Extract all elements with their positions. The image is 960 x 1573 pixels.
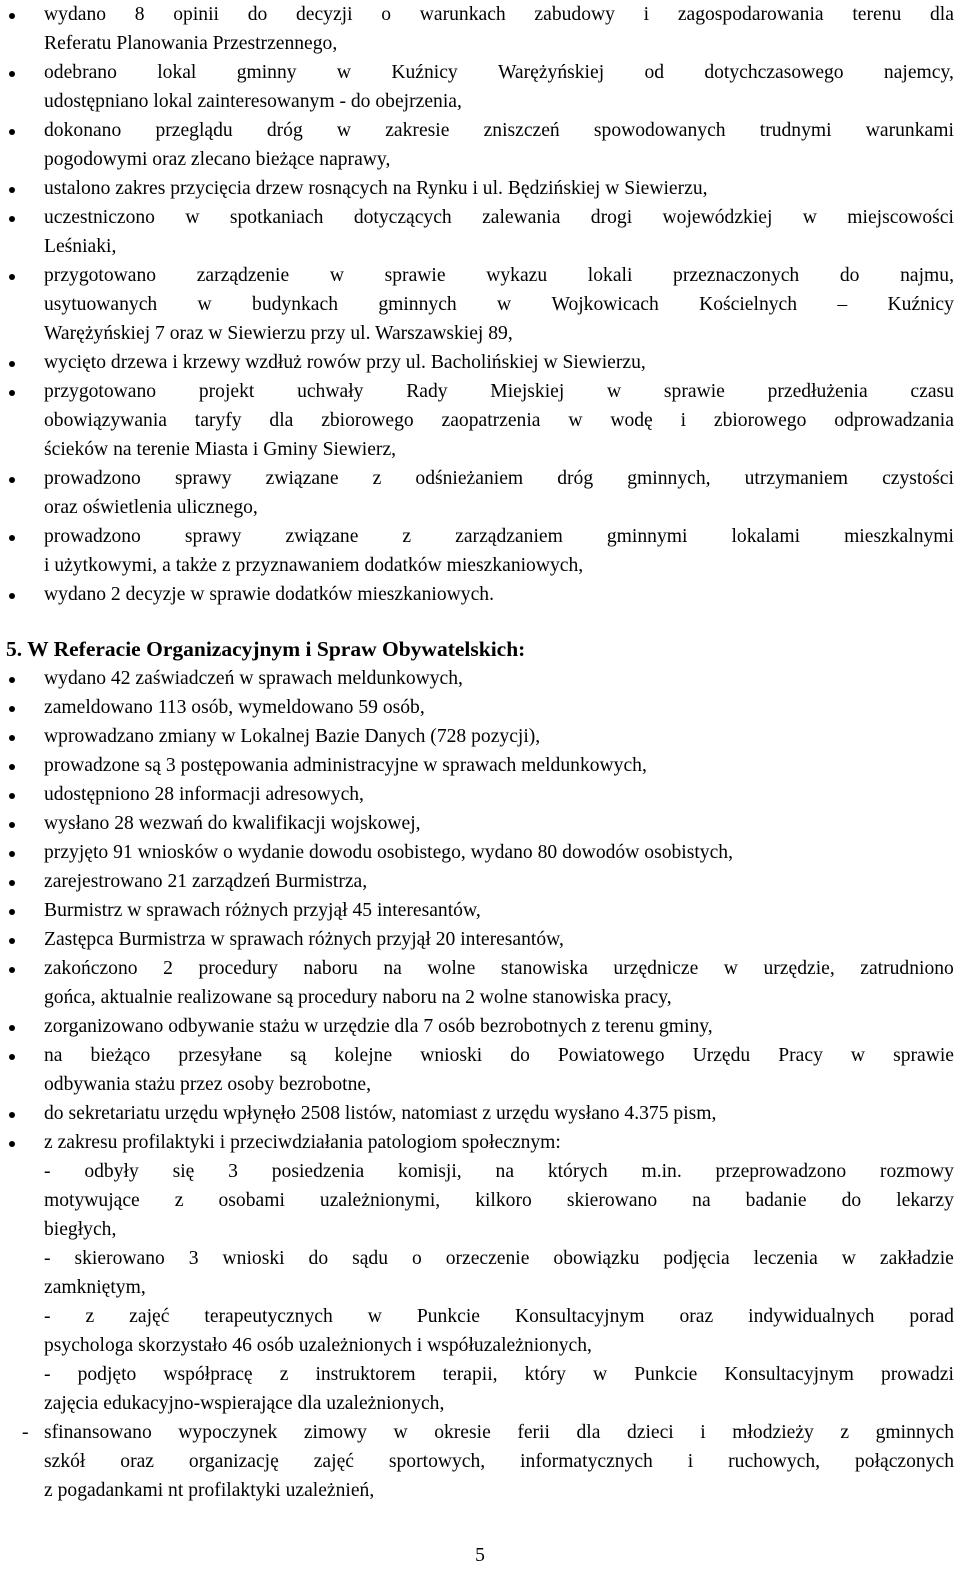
bullet-icon [9, 1025, 15, 1031]
list-item-text: Referatu Planowania Przestrzennego, [44, 33, 338, 54]
list-item-text: prowadzone są 3 postępowania administracyjne w sprawach meldunkowych, [44, 755, 647, 776]
bullet-icon [9, 851, 15, 857]
list-item-text: obowiązywania taryfy dla zbiorowego zaopatrzenia w wodę i zbiorowego odprowadzania [44, 410, 954, 431]
list-item-text: Warężyńskiej 7 oraz w Siewierzu przy ul. Warszawskiej 89, [44, 323, 513, 344]
list-item-text: usytuowanych w budynkach gminnych w Wojkowicach Kościelnych – Kuźnicy [44, 294, 954, 315]
bullet-icon [9, 361, 15, 367]
list-item-text: i użytkowymi, a także z przyznawaniem dodatków mieszkaniowych, [44, 555, 584, 576]
list-item [0, 1012, 960, 1041]
list-item-text: biegłych, [44, 1219, 117, 1240]
list-item [0, 464, 960, 493]
bullet-icon [9, 909, 15, 915]
list-item-continuation [0, 551, 960, 580]
section-heading: 5. W Referacie Organizacyjnym i Spraw Obywatelskich: [6, 637, 526, 661]
bullet-icon [9, 274, 15, 280]
list-item-text: wycięto drzewa i krzewy wzdłuż rowów przy ul. Bacholińskiej w Siewierzu, [44, 352, 646, 373]
list-item-text: - z zajęć terapeutycznych w Punkcie Konsultacyjnym oraz indywidualnych porad [44, 1306, 954, 1327]
list-item-text: zamkniętym, [44, 1277, 146, 1298]
list-item [0, 203, 960, 232]
list-item [0, 348, 960, 377]
list-item-text: dokonano przeglądu dróg w zakresie zniszczeń spowodowanych trudnymi warunkami [44, 120, 954, 141]
list-item [0, 522, 960, 551]
list-item-continuation [0, 1070, 960, 1099]
list-item [0, 896, 960, 925]
list-item [0, 722, 960, 751]
list-item-text: zameldowano 113 osób, wymeldowano 59 osób, [44, 697, 425, 718]
list-item-text: psychologa skorzystało 46 osób uzależnionych i współuzależnionych, [44, 1335, 592, 1356]
list-item [0, 174, 960, 203]
list-item-text: Burmistrz w sprawach różnych przyjął 45 interesantów, [44, 900, 481, 921]
list-item-text: prowadzono sprawy związane z odśnieżaniem dróg gminnych, utrzymaniem czystości [44, 468, 954, 489]
list-item-text: zorganizowano odbywanie stażu w urzędzie dla 7 osób bezrobotnych z terenu gminy, [44, 1016, 713, 1037]
bullet-icon [9, 71, 15, 77]
list-item-text: na bieżąco przesyłane są kolejne wnioski do Powiatowego Urzędu Pracy w sprawie [44, 1045, 954, 1066]
list-item-text: gońca, aktualnie realizowane są procedury naboru na 2 wolne stanowiska pracy, [44, 987, 672, 1008]
list-item-continuation [0, 1389, 960, 1418]
list-item-text: szkół oraz organizację zajęć sportowych, informatycznych i ruchowych, połączonych [44, 1451, 954, 1472]
list-item-continuation [0, 406, 960, 435]
bullet-icon [9, 129, 15, 135]
list-item-text: - podjęto współpracę z instruktorem terapii, który w Punkcie Konsultacyjnym prowadzi [44, 1364, 954, 1385]
list-item-continuation [0, 1302, 960, 1331]
list-item-text: z zakresu profilaktyki i przeciwdziałania patologiom społecznym: [44, 1132, 561, 1153]
list-item-text: uczestniczono w spotkaniach dotyczących zalewania drogi wojewódzkiej w miejscowości [44, 207, 954, 228]
list-item-continuation [0, 493, 960, 522]
list-item-text: udostępniano lokal zainteresowanym - do obejrzenia, [44, 91, 462, 112]
list-item-continuation [0, 1215, 960, 1244]
list-item-text: wysłano 28 wezwań do kwalifikacji wojskowej, [44, 813, 421, 834]
section-organizational-list [0, 664, 960, 1505]
list-item [0, 954, 960, 983]
list-item-text: do sekretariatu urzędu wpłynęło 2508 listów, natomiast z urzędu wysłano 4.375 pism, [44, 1103, 717, 1124]
list-item-text: motywujące z osobami uzależnionymi, kilkoro skierowano na badanie do lekarzy [44, 1190, 954, 1211]
list-item [0, 580, 960, 609]
list-item [0, 1128, 960, 1157]
list-item-text: Leśniaki, [44, 236, 117, 257]
list-item-text: sfinansowano wypoczynek zimowy w okresie ferii dla dzieci i młodzieży z gminnych [44, 1422, 954, 1443]
section-road-housing-list [0, 0, 960, 609]
list-item [0, 867, 960, 896]
list-item-continuation [0, 1476, 960, 1505]
list-item [0, 1099, 960, 1128]
bullet-icon [9, 967, 15, 973]
list-item-text: Zastępca Burmistrza w sprawach różnych przyjął 20 interesantów, [44, 929, 564, 950]
bullet-icon [9, 764, 15, 770]
list-item-text: przygotowano projekt uchwały Rady Miejskiej w sprawie przedłużenia czasu [44, 381, 954, 402]
bullet-icon [9, 938, 15, 944]
list-item-continuation [0, 1360, 960, 1389]
list-item-continuation [0, 435, 960, 464]
list-item [0, 664, 960, 693]
bullet-icon [9, 216, 15, 222]
list-item [0, 809, 960, 838]
list-item-text: przygotowano zarządzenie w sprawie wykazu lokali przeznaczonych do najmu, [44, 265, 954, 286]
list-item-text: odbywania stażu przez osoby bezrobotne, [44, 1074, 371, 1095]
list-item-text: odebrano lokal gminny w Kuźnicy Warężyńskiej od dotychczasowego najemcy, [44, 62, 954, 83]
list-item [0, 780, 960, 809]
list-item-text: - odbyły się 3 posiedzenia komisji, na których m.in. przeprowadzono rozmowy [44, 1161, 954, 1182]
list-item-continuation [0, 1273, 960, 1302]
list-item-text: oraz oświetlenia ulicznego, [44, 497, 258, 518]
list-item-continuation [0, 1418, 960, 1447]
list-item-continuation [0, 29, 960, 58]
bullet-icon [9, 1054, 15, 1060]
list-item-continuation [0, 1447, 960, 1476]
bullet-icon [9, 187, 15, 193]
list-item [0, 116, 960, 145]
list-item-continuation [0, 1244, 960, 1273]
bullet-icon [9, 535, 15, 541]
list-item-text: udostępniono 28 informacji adresowych, [44, 784, 364, 805]
list-item-continuation [0, 983, 960, 1012]
bullet-icon [9, 1141, 15, 1147]
list-item [0, 693, 960, 722]
list-item-text: prowadzono sprawy związane z zarządzaniem gminnymi lokalami mieszkalnymi [44, 526, 954, 547]
bullet-icon [9, 677, 15, 683]
list-item-continuation [0, 232, 960, 261]
list-item [0, 261, 960, 290]
list-item-text: zarejestrowano 21 zarządzeń Burmistrza, [44, 871, 368, 892]
list-item-text: wprowadzano zmiany w Lokalnej Bazie Danych (728 pozycji), [44, 726, 541, 747]
list-item-continuation [0, 1157, 960, 1186]
list-item [0, 58, 960, 87]
bullet-icon [9, 880, 15, 886]
bullet-icon [9, 735, 15, 741]
bullet-icon [9, 1112, 15, 1118]
list-item-text: ścieków na terenie Miasta i Gminy Siewierz, [44, 439, 397, 460]
bullet-icon [9, 793, 15, 799]
list-item [0, 377, 960, 406]
list-item-continuation [0, 290, 960, 319]
list-item-text: wydano 8 opinii do decyzji o warunkach zabudowy i zagospodarowania terenu dla [44, 4, 954, 25]
list-item [0, 1041, 960, 1070]
list-item-text: zajęcia edukacyjno-wspierające dla uzależnionych, [44, 1393, 445, 1414]
page-number: 5 [475, 1545, 485, 1566]
list-item-continuation [0, 1331, 960, 1360]
bullet-icon [9, 13, 15, 19]
bullet-icon [9, 477, 15, 483]
list-item-continuation [0, 1186, 960, 1215]
list-item-continuation [0, 87, 960, 116]
list-item-text: zakończono 2 procedury naboru na wolne stanowiska urzędnicze w urzędzie, zatrudniono [44, 958, 954, 979]
bullet-icon [9, 706, 15, 712]
bullet-icon [9, 390, 15, 396]
bullet-icon [9, 822, 15, 828]
list-item-text: z pogadankami nt profilaktyki uzależnień, [44, 1480, 375, 1501]
list-item-text: ustalono zakres przycięcia drzew rosnących na Rynku i ul. Będzińskiej w Siewierzu, [44, 178, 708, 199]
list-item-text: przyjęto 91 wniosków o wydanie dowodu osobistego, wydano 80 dowodów osobistych, [44, 842, 733, 863]
list-item [0, 751, 960, 780]
list-item [0, 838, 960, 867]
list-item-text: pogodowymi oraz zlecano bieżące naprawy, [44, 149, 391, 170]
list-item-continuation [0, 319, 960, 348]
list-item-text: wydano 42 zaświadczeń w sprawach meldunkowych, [44, 668, 463, 689]
bullet-icon [9, 593, 15, 599]
list-item-text: wydano 2 decyzje w sprawie dodatków mieszkaniowych. [44, 584, 494, 605]
dash-marker: - [22, 1422, 29, 1443]
list-item [0, 925, 960, 954]
list-item-text: - skierowano 3 wnioski do sądu o orzeczenie obowiązku podjęcia leczenia w zakładzie [44, 1248, 954, 1269]
list-item-continuation [0, 145, 960, 174]
list-item [0, 0, 960, 29]
